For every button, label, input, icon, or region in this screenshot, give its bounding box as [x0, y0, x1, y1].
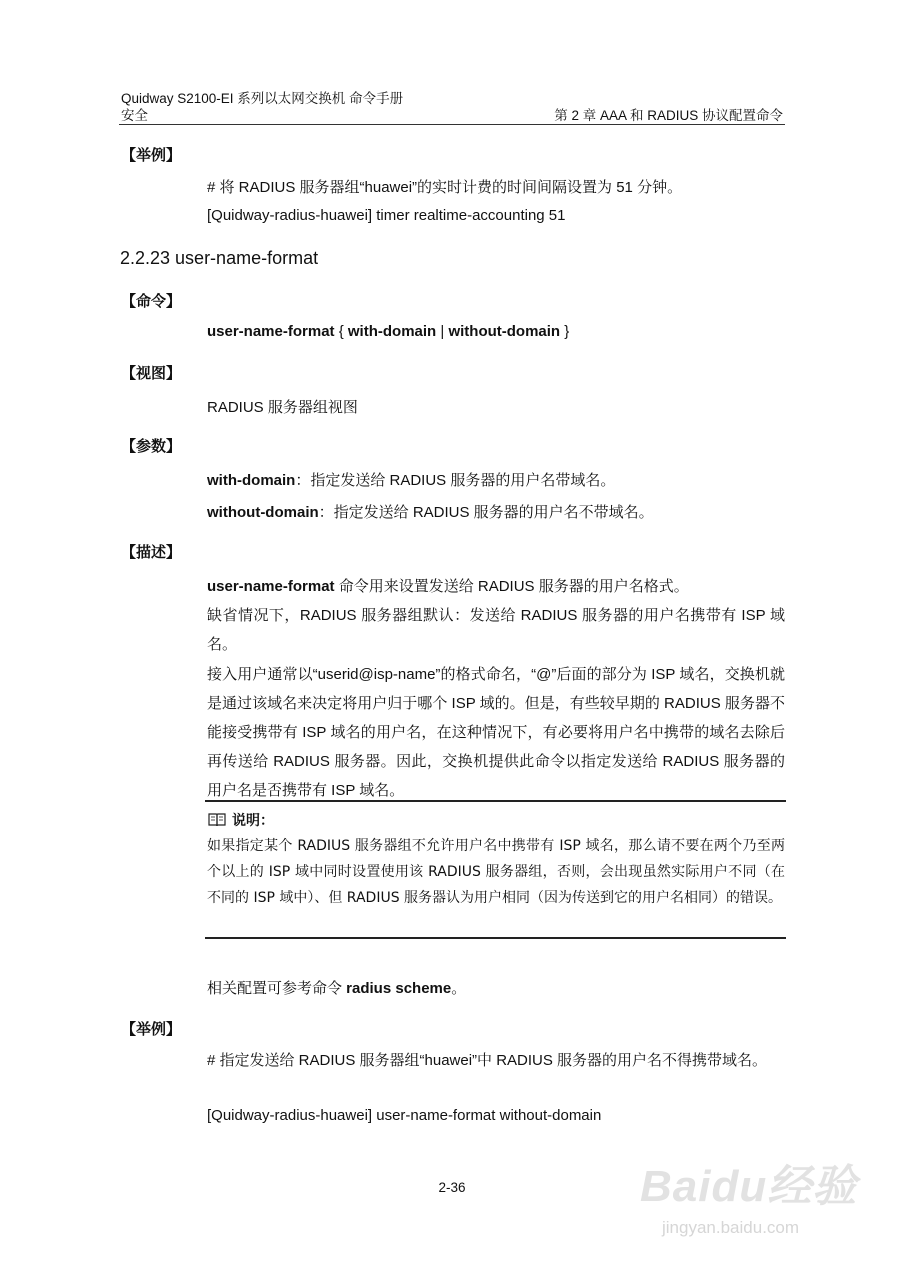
example2-desc: # 指定发送给 RADIUS 服务器组“huawei”中 RADIUS 服务器的用户名不得携带域名。 [207, 1052, 768, 1069]
example2-cmd: [Quidway-radius-huawei] user-name-format without-domain [207, 1107, 602, 1124]
header-doc-title: Quidway S2100-EI 系列以太网交换机 命令手册 [121, 91, 404, 106]
command-syntax [207, 323, 569, 340]
description-p1-cmd: user-name-format [207, 578, 335, 595]
note-header [208, 810, 274, 830]
command-pipe: | [436, 323, 449, 340]
view-text: RADIUS 服务器组视图 [207, 399, 358, 416]
related-prefix: 相关配置可参考命令 [207, 980, 347, 997]
watermark-url: jingyan.baidu.com [662, 1218, 800, 1237]
view-label: 【视图】 [121, 365, 182, 382]
command-opt-with-domain: with-domain [347, 323, 437, 340]
example1-cmd: [Quidway-radius-huawei] timer realtime-accounting 51 [207, 207, 566, 224]
command-brace-open: { [334, 323, 348, 340]
example1-desc: # 将 RADIUS 服务器组“huawei”的实时计费的时间间隔设置为 51 分钟。 [207, 179, 683, 196]
watermark-logo: Baidu经验 [640, 1162, 858, 1211]
description-p1 [207, 575, 689, 596]
section-title: 2.2.23 user-name-format [120, 248, 319, 268]
header-chapter: 第 2 章 AAA 和 RADIUS 协议配置命令 [554, 108, 783, 123]
param-without-domain [207, 501, 654, 522]
description-label: 【描述】 [121, 544, 182, 561]
example2-label: 【举例】 [121, 1021, 182, 1038]
param-without-domain-desc: ：指定发送给 RADIUS 服务器的用户名不带域名。 [318, 504, 654, 521]
description-p2: 缺省情况下，RADIUS 服务器组默认：发送给 RADIUS 服务器的用户名携带有 ISP 域名。 [207, 607, 785, 653]
description-p3: 接入用户通常以“userid@isp-name”的格式命名，“@”后面的部分为 ISP 域名，交换机就是通过该域名来决定将用户归于哪个 ISP 域的。但是，有些较早期的 RADIUS 服务器不能接受携带有 ISP 域名的用户名，在这种情况下，有必要将用户名中携带的域名去除后再传送给 RADIUS 服务器。因此，交换机提供此命令以指定发送给 RADIUS 服务器的用户名是否携带有 ISP 域名。 [207, 666, 785, 799]
note-top-rule [205, 800, 786, 802]
header-divider [119, 124, 785, 125]
header-section: 安全 [121, 108, 148, 123]
command-label: 【命令】 [121, 293, 182, 310]
description-p1-text: 命令用来设置发送给 RADIUS 服务器的用户名格式。 [334, 578, 689, 595]
related-suffix: 。 [451, 980, 467, 997]
example1-label: 【举例】 [121, 147, 182, 164]
param-with-domain-name: with-domain [207, 472, 296, 489]
params-label: 【参数】 [121, 438, 182, 455]
command-brace-close: } [560, 323, 570, 340]
note-bottom-rule [205, 937, 786, 939]
note-text: 如果指定某个 RADIUS 服务器组不允许用户名中携带有 ISP 域名，那么请不要在两个乃至两个以上的 ISP 域中同时设置使用该 RADIUS 服务器组，否则，会出现虽然实际用户不同（在不同的 ISP 域中）、但 RADIUS 服务器认为用户相同（因为传送到它的用户名相同）的错误。 [207, 838, 785, 906]
page-number: 2-36 [438, 1180, 466, 1195]
param-without-domain-name: without-domain [207, 504, 319, 521]
command-name: user-name-format [207, 323, 335, 340]
command-opt-without-domain: without-domain [448, 323, 561, 340]
related-config [207, 977, 466, 998]
note-title: 说明： [232, 812, 274, 828]
param-with-domain [207, 469, 615, 490]
param-with-domain-desc: ：指定发送给 RADIUS 服务器的用户名带域名。 [295, 472, 616, 489]
book-icon [208, 812, 226, 827]
related-cmd: radius scheme [346, 980, 452, 997]
